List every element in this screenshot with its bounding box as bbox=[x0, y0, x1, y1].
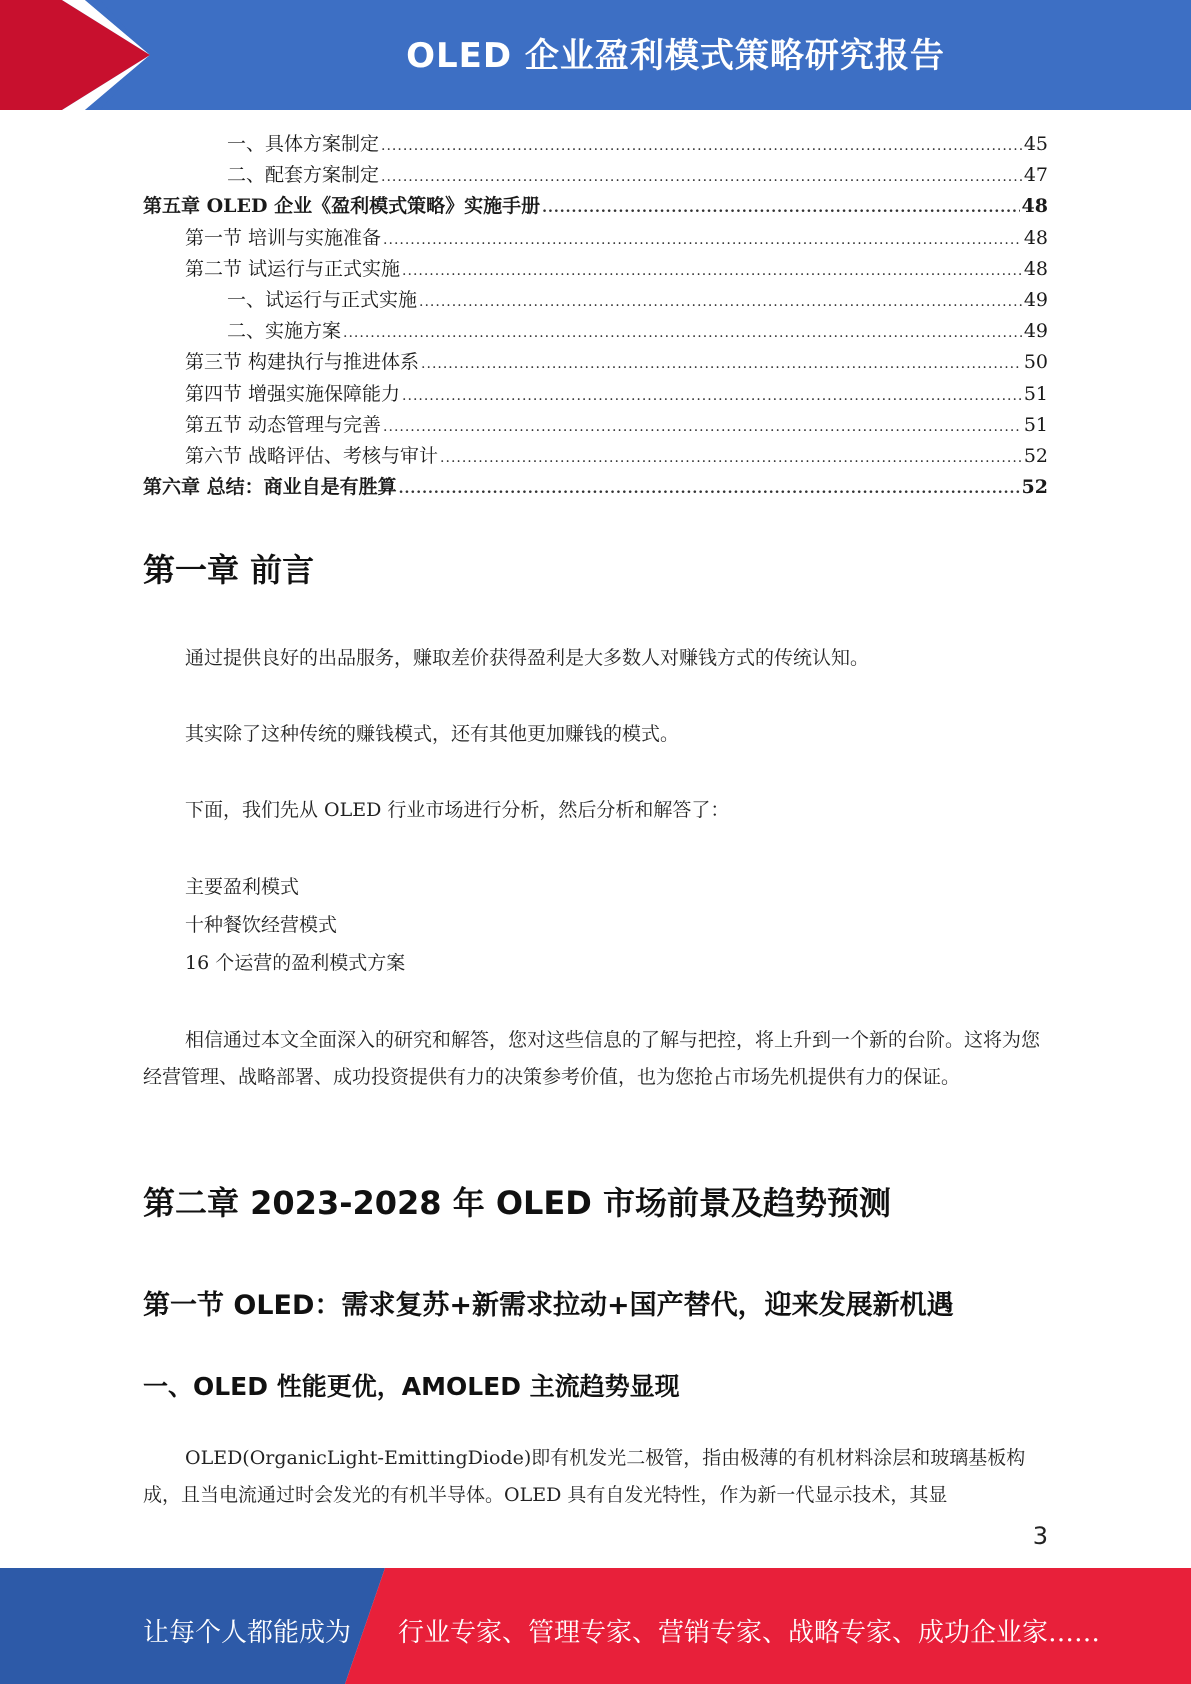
toc-leader-dots bbox=[383, 232, 1022, 248]
table-of-contents bbox=[143, 129, 1048, 503]
toc-entry[interactable] bbox=[143, 347, 1048, 378]
toc-leader-dots bbox=[440, 450, 1022, 466]
toc-entry-page: 48 bbox=[1023, 257, 1048, 280]
toc-entry-label: 第六节 战略评估、考核与审计 bbox=[185, 444, 439, 467]
toc-leader-dots bbox=[381, 169, 1022, 185]
toc-entry-label: 第一节 培训与实施准备 bbox=[185, 226, 382, 249]
toc-leader-dots bbox=[381, 138, 1022, 154]
toc-leader-dots bbox=[399, 481, 1020, 497]
page-footer bbox=[0, 1568, 1191, 1684]
toc-entry[interactable] bbox=[143, 223, 1048, 254]
toc-entry[interactable] bbox=[143, 316, 1048, 347]
toc-entry[interactable] bbox=[143, 254, 1048, 285]
report-title: OLED 企业盈利模式策略研究报告 bbox=[406, 36, 945, 76]
toc-entry[interactable] bbox=[143, 160, 1048, 191]
toc-entry-page: 49 bbox=[1023, 288, 1048, 311]
toc-entry[interactable] bbox=[143, 379, 1048, 410]
profit-model-list bbox=[185, 868, 405, 982]
footer-slogan-left: 让每个人都能成为 bbox=[143, 1618, 352, 1648]
toc-entry[interactable] bbox=[143, 410, 1048, 441]
toc-entry[interactable] bbox=[143, 191, 1048, 222]
toc-entry-label: 二、实施方案 bbox=[227, 320, 342, 343]
section-1-title: 第一节 OLED：需求复苏+新需求拉动+国产替代，迎来发展新机遇 bbox=[143, 1290, 954, 1321]
toc-entry-page: 48 bbox=[1021, 195, 1048, 218]
toc-entry[interactable] bbox=[143, 129, 1048, 160]
toc-entry-page: 52 bbox=[1021, 476, 1048, 499]
page-number: 3 bbox=[1032, 1522, 1048, 1550]
toc-entry-label: 第六章 总结：商业自是有胜算 bbox=[143, 476, 397, 499]
toc-leader-dots bbox=[421, 356, 1022, 372]
toc-leader-dots bbox=[402, 263, 1022, 279]
toc-entry-page: 45 bbox=[1023, 133, 1048, 155]
toc-entry-page: 52 bbox=[1023, 444, 1048, 467]
toc-entry-label: 一、具体方案制定 bbox=[227, 133, 380, 155]
toc-entry-page: 50 bbox=[1023, 351, 1048, 374]
toc-entry-page: 49 bbox=[1023, 320, 1048, 343]
toc-entry-label: 第三节 构建执行与推进体系 bbox=[185, 351, 420, 374]
toc-entry-page: 51 bbox=[1023, 382, 1048, 405]
paragraph-3: 下面，我们先从 OLED 行业市场进行分析，然后分析和解答了： bbox=[185, 799, 730, 821]
toc-entry-label: 第二节 试运行与正式实施 bbox=[185, 257, 401, 280]
toc-leader-dots bbox=[383, 419, 1022, 435]
toc-leader-dots bbox=[402, 388, 1022, 404]
paragraph-5: OLED(OrganicLight-EmittingDiode)即有机发光二极管，指由极薄的有机材料涂层和玻璃基板构成，且当电流通过时会发光的有机半导体。OLED 具有自发光特性，作为新一代显示技术，其显 bbox=[143, 1447, 1026, 1506]
toc-entry[interactable] bbox=[143, 472, 1048, 503]
list-item: 主要盈利模式 bbox=[185, 876, 300, 898]
toc-leader-dots bbox=[419, 294, 1022, 310]
list-item: 16 个运营的盈利模式方案 bbox=[185, 952, 406, 974]
chapter-1-title: 第一章 前言 bbox=[143, 551, 315, 589]
paragraph-4: 相信通过本文全面深入的研究和解答，您对这些信息的了解与把控，将上升到一个新的台阶。这将为您经营管理、战略部署、成功投资提供有力的决策参考价值，也为您抢占市场先机提供有力的保证。 bbox=[143, 1029, 1041, 1088]
list-item: 十种餐饮经营模式 bbox=[185, 914, 338, 936]
toc-entry-label: 第五章 OLED 企业《盈利模式策略》实施手册 bbox=[143, 195, 541, 218]
paragraph-2: 其实除了这种传统的赚钱模式，还有其他更加赚钱的模式。 bbox=[185, 723, 680, 745]
toc-entry[interactable] bbox=[143, 285, 1048, 316]
page-header bbox=[0, 0, 1191, 110]
toc-entry-page: 51 bbox=[1023, 413, 1048, 436]
toc-entry-label: 第五节 动态管理与完善 bbox=[185, 413, 382, 436]
footer-slogan-right: 行业专家、管理专家、营销专家、战略专家、成功企业家…… bbox=[398, 1618, 1101, 1648]
toc-entry-page: 47 bbox=[1023, 164, 1048, 187]
toc-leader-dots bbox=[343, 325, 1022, 341]
toc-leader-dots bbox=[542, 200, 1019, 216]
subsection-1-title: 一、OLED 性能更优，AMOLED 主流趋势显现 bbox=[143, 1372, 680, 1401]
chapter-2-title: 第二章 2023-2028 年 OLED 市场前景及趋势预测 bbox=[143, 1184, 891, 1222]
paragraph-1: 通过提供良好的出品服务，赚取差价获得盈利是大多数人对赚钱方式的传统认知。 bbox=[185, 647, 870, 669]
toc-entry[interactable] bbox=[143, 441, 1048, 472]
toc-entry-label: 二、配套方案制定 bbox=[227, 164, 380, 187]
toc-entry-label: 第四节 增强实施保障能力 bbox=[185, 382, 401, 405]
toc-entry-label: 一、试运行与正式实施 bbox=[227, 288, 418, 311]
toc-entry-page: 48 bbox=[1023, 226, 1048, 249]
